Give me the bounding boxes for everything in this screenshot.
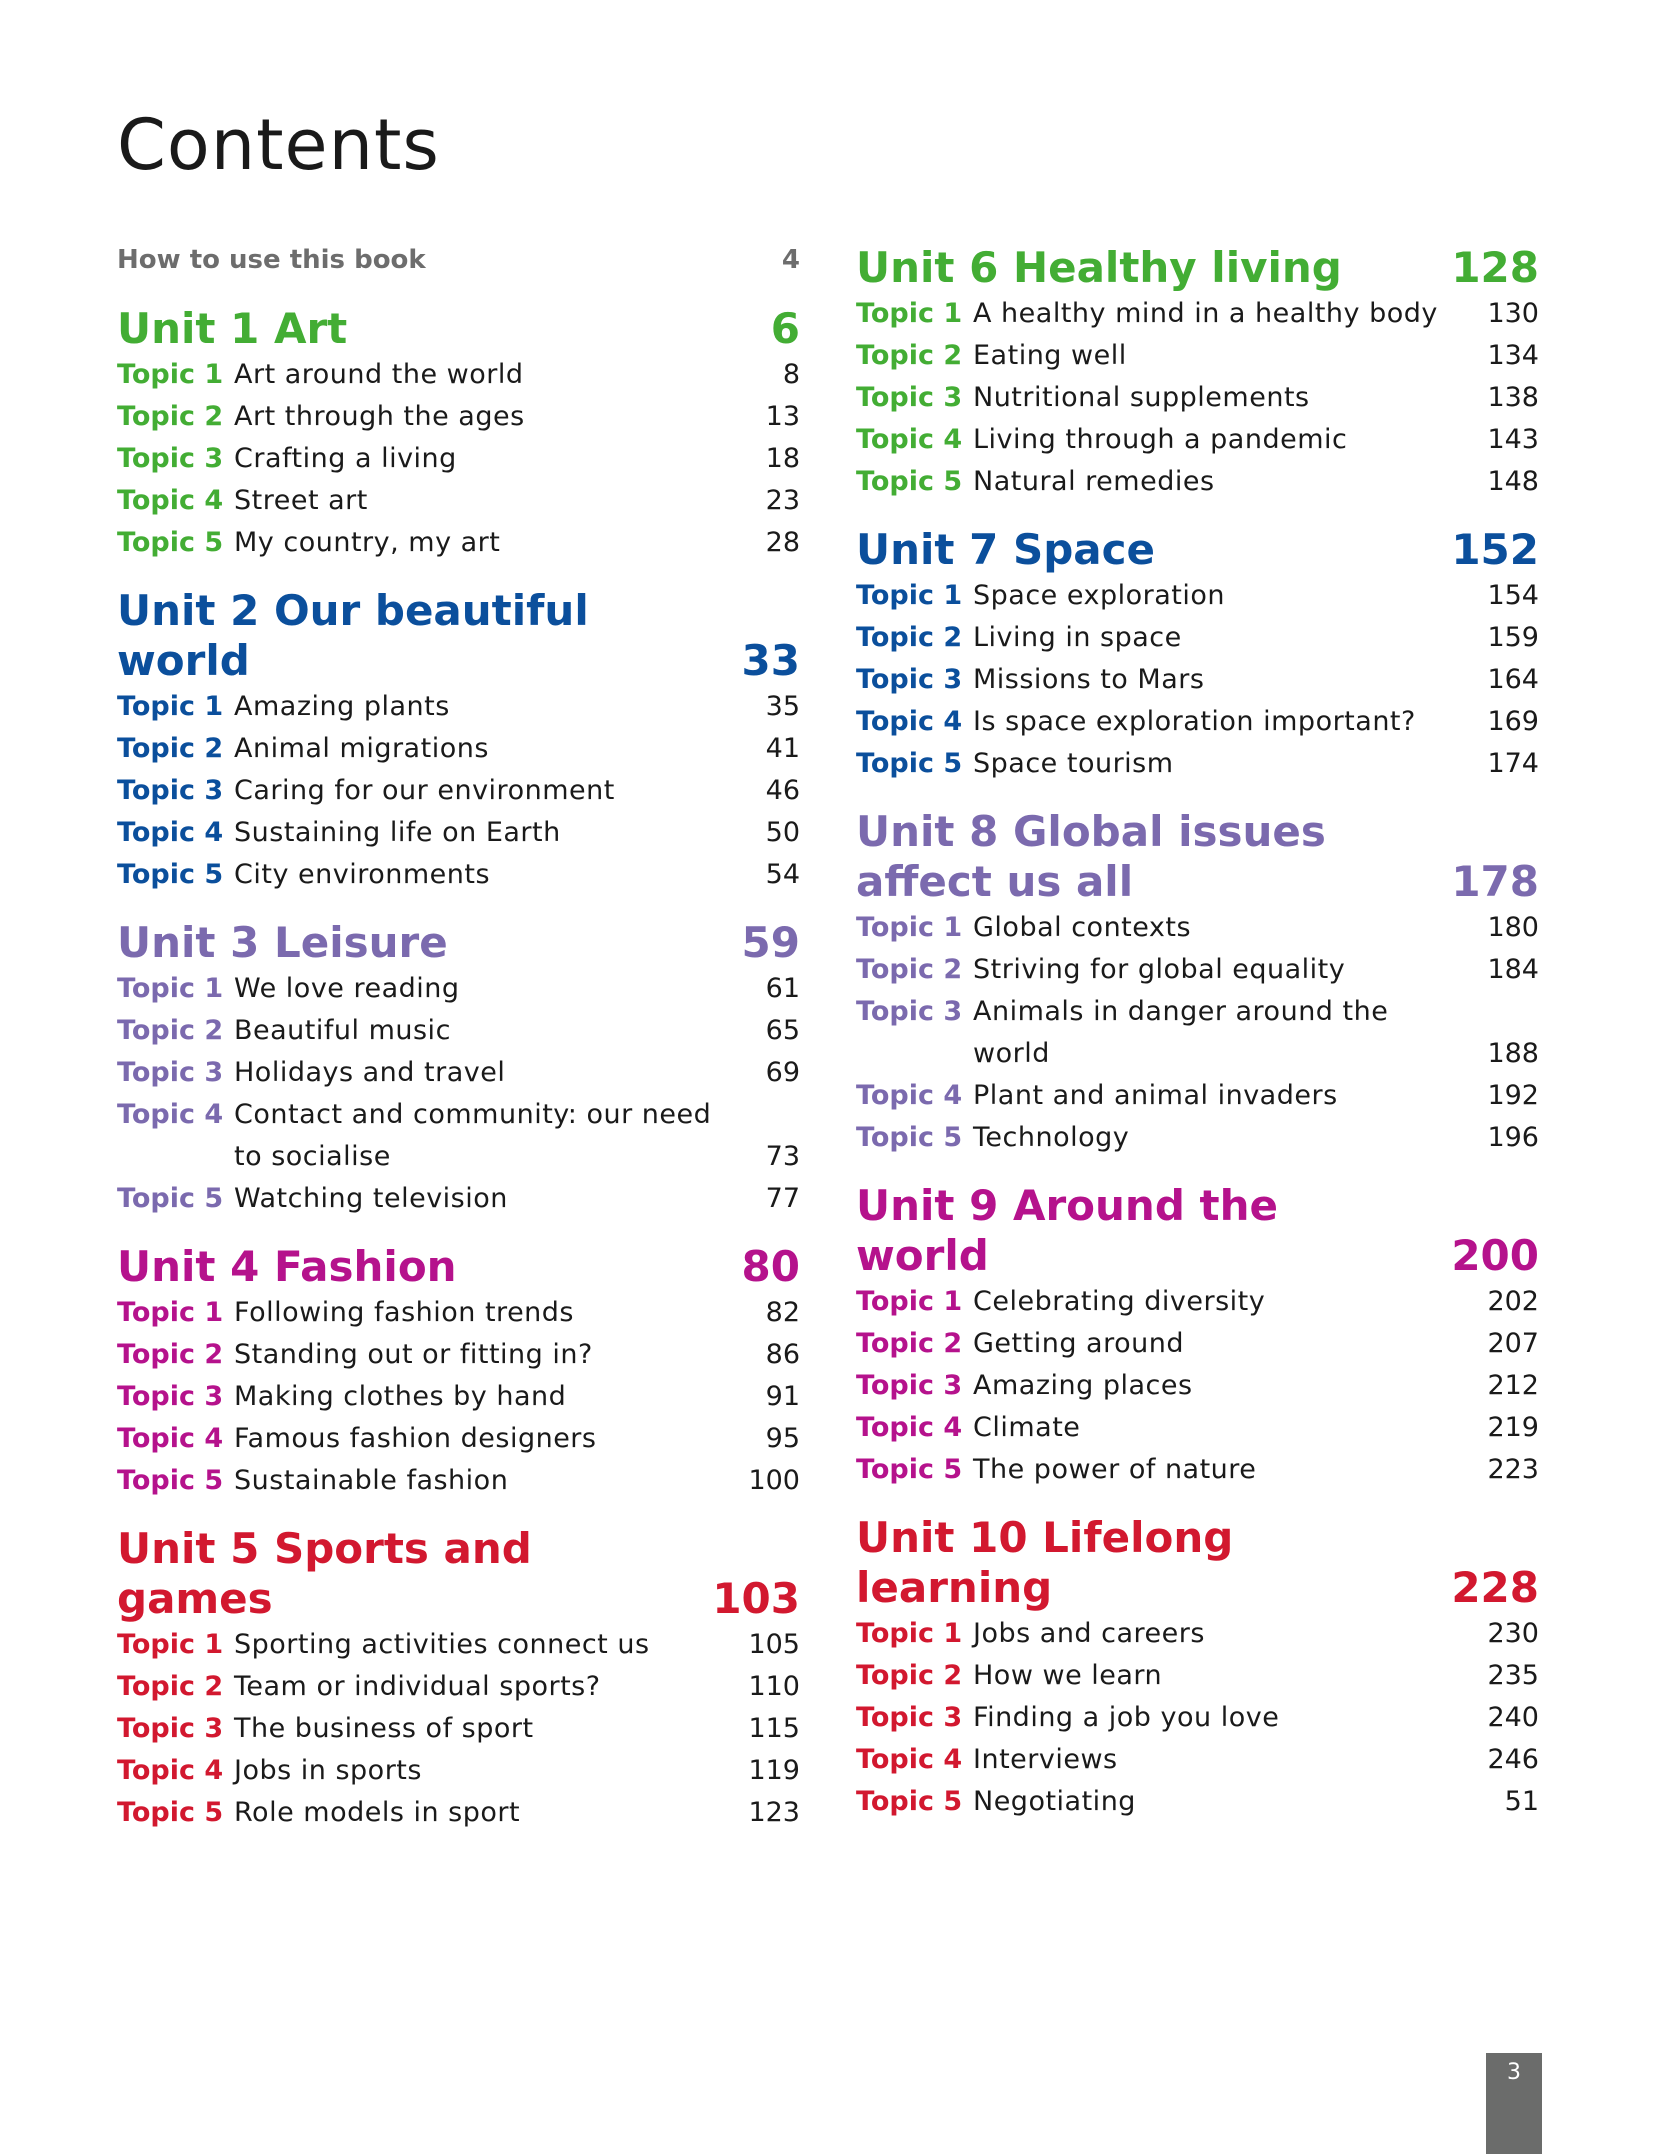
- topic-title: Living through a pandemic: [973, 424, 1348, 455]
- topic-label: Topic 5: [117, 1465, 224, 1496]
- topic-page: 61: [765, 973, 800, 1004]
- topic-title: Making clothes by hand: [234, 1381, 567, 1412]
- topic-entry[interactable]: [856, 1449, 1539, 1491]
- topic-page: 119: [748, 1755, 800, 1786]
- topic-label: Topic 2: [856, 1660, 963, 1691]
- topic-label: Topic 3: [856, 1702, 963, 1733]
- topic-page: 23: [765, 485, 800, 516]
- topic-label: Topic 2: [117, 1015, 224, 1046]
- topic-page: 95: [765, 1423, 800, 1454]
- unit-page: 103: [712, 1574, 800, 1623]
- topic-label: Topic 3: [856, 996, 963, 1027]
- topic-label: Topic 5: [856, 748, 963, 779]
- topic-title: Plant and animal invaders: [973, 1080, 1338, 1111]
- unit-3-section: [117, 918, 800, 1220]
- topic-entry[interactable]: [117, 1750, 800, 1792]
- topic-page: 100: [748, 1465, 800, 1496]
- topic-page: 138: [1487, 382, 1539, 413]
- topic-title: Holidays and travel: [234, 1057, 506, 1088]
- topic-entry[interactable]: [117, 770, 800, 812]
- topic-page: 134: [1487, 340, 1539, 371]
- topic-page: 115: [748, 1713, 800, 1744]
- unit-page: 178: [1451, 857, 1539, 906]
- topic-page: 148: [1487, 466, 1539, 497]
- unit-8-section: [856, 807, 1539, 1159]
- unit-heading[interactable]: [856, 243, 1539, 293]
- topic-title: Living in space: [973, 622, 1182, 653]
- topic-entry[interactable]: [856, 617, 1539, 659]
- unit-2-section: [117, 586, 800, 896]
- unit-title: Unit 7 Space: [856, 525, 1155, 574]
- topic-entry[interactable]: [117, 854, 800, 896]
- topic-title: Climate: [973, 1412, 1081, 1443]
- topic-title: Getting around: [973, 1328, 1184, 1359]
- topic-label: Topic 1: [117, 973, 224, 1004]
- topic-page: 154: [1487, 580, 1539, 611]
- topic-title: Nutritional supplements: [973, 382, 1310, 413]
- topic-page: 8: [782, 359, 800, 390]
- topic-title: We love reading: [234, 973, 460, 1004]
- unit-page: 228: [1451, 1563, 1539, 1612]
- unit-page: 59: [741, 918, 800, 967]
- topic-title: Space exploration: [973, 580, 1226, 611]
- topic-page: 41: [765, 733, 800, 764]
- topic-label: Topic 4: [117, 485, 224, 516]
- unit-5-section: [117, 1524, 800, 1834]
- topic-label: Topic 5: [117, 1797, 224, 1828]
- topic-label: Topic 5: [117, 527, 224, 558]
- topic-entry[interactable]: [856, 907, 1539, 949]
- unit-9-section: [856, 1181, 1539, 1491]
- topic-page: 196: [1487, 1122, 1539, 1153]
- topic-label: Topic 4: [856, 706, 963, 737]
- unit-page: 80: [741, 1242, 800, 1291]
- topic-page: 65: [765, 1015, 800, 1046]
- topic-title: The business of sport: [234, 1713, 534, 1744]
- topic-page: 174: [1487, 748, 1539, 779]
- topic-title: Negotiating: [973, 1786, 1136, 1817]
- page-number: 3: [1507, 2060, 1521, 2085]
- topic-title: Celebrating diversity: [973, 1286, 1266, 1317]
- topic-page: 159: [1487, 622, 1539, 653]
- topic-entry[interactable]: [117, 686, 800, 728]
- unit-heading[interactable]: [117, 918, 800, 968]
- topic-entry[interactable]: [117, 1376, 800, 1418]
- topic-page: 230: [1487, 1618, 1539, 1649]
- topic-entry[interactable]: [117, 1460, 800, 1502]
- unit-heading[interactable]: [856, 525, 1539, 575]
- topic-label: Topic 2: [117, 1671, 224, 1702]
- topic-entry[interactable]: [856, 1323, 1539, 1365]
- topic-title: A healthy mind in a healthy body: [973, 298, 1438, 329]
- unit-heading[interactable]: [856, 1513, 1539, 1613]
- topic-label: Topic 5: [856, 1454, 963, 1485]
- topic-page: 110: [748, 1671, 800, 1702]
- topic-entry[interactable]: [856, 461, 1539, 503]
- topic-entry[interactable]: [117, 1624, 800, 1666]
- topic-entry[interactable]: [117, 1418, 800, 1460]
- topic-label: Topic 4: [117, 1423, 224, 1454]
- topic-entry[interactable]: [856, 1613, 1539, 1655]
- topic-label: Topic 4: [856, 1412, 963, 1443]
- topic-page: 180: [1487, 912, 1539, 943]
- topic-title: Beautiful music: [234, 1015, 451, 1046]
- unit-title: Unit 3 Leisure: [117, 918, 448, 967]
- topic-title: Standing out or fitting in?: [234, 1339, 593, 1370]
- topic-page: 82: [765, 1297, 800, 1328]
- unit-10-section: [856, 1513, 1539, 1823]
- topic-page: 240: [1487, 1702, 1539, 1733]
- topic-entry[interactable]: [856, 659, 1539, 701]
- topic-entry[interactable]: [117, 1334, 800, 1376]
- unit-heading[interactable]: [117, 304, 800, 354]
- topic-title: Technology: [973, 1122, 1130, 1153]
- unit-title: Unit 8 Global issues affect us all: [856, 807, 1326, 906]
- topic-title: Finding a job you love: [973, 1702, 1280, 1733]
- topic-page: 77: [765, 1183, 800, 1214]
- unit-1-section: [117, 304, 800, 564]
- topic-entry[interactable]: [856, 1781, 1539, 1823]
- topic-label: Topic 4: [117, 817, 224, 848]
- topic-label: Topic 4: [856, 1080, 963, 1111]
- topic-page: 192: [1487, 1080, 1539, 1111]
- topic-entry[interactable]: [117, 1052, 800, 1094]
- topic-title: Watching television: [234, 1183, 508, 1214]
- topic-page: 223: [1487, 1454, 1539, 1485]
- topic-title: Jobs and careers: [973, 1618, 1205, 1649]
- topic-entry[interactable]: [117, 480, 800, 522]
- topic-label: Topic 4: [856, 424, 963, 455]
- unit-title: Unit 2 Our beautiful world: [117, 586, 589, 685]
- topic-page: 54: [765, 859, 800, 890]
- topic-title: Natural remedies: [973, 466, 1215, 497]
- topic-entry[interactable]: [856, 1075, 1539, 1117]
- topic-label: Topic 5: [856, 1786, 963, 1817]
- topic-entry[interactable]: [856, 1117, 1539, 1159]
- topic-page: 50: [765, 817, 800, 848]
- unit-title: Unit 9 Around the world: [856, 1181, 1278, 1280]
- topic-page: 184: [1487, 954, 1539, 985]
- topic-entry[interactable]: [856, 1655, 1539, 1697]
- page-number-tab: [1486, 2053, 1542, 2154]
- topic-entry[interactable]: [856, 1407, 1539, 1449]
- unit-page: 33: [741, 636, 800, 685]
- unit-title: Unit 10 Lifelong learning: [856, 1513, 1234, 1612]
- topic-title: Striving for global equality: [973, 954, 1346, 985]
- topic-page: 69: [765, 1057, 800, 1088]
- unit-page: 6: [770, 304, 800, 353]
- topic-title: Animal migrations: [234, 733, 489, 764]
- topic-label: Topic 3: [117, 775, 224, 806]
- topic-title: Following fashion trends: [234, 1297, 574, 1328]
- topic-page: 169: [1487, 706, 1539, 737]
- topic-title: City environments: [234, 859, 491, 890]
- topic-label: Topic 1: [117, 691, 224, 722]
- topic-label: Topic 1: [856, 580, 963, 611]
- topic-label: Topic 3: [117, 443, 224, 474]
- topic-entry[interactable]: [117, 1010, 800, 1052]
- topic-label: Topic 4: [856, 1744, 963, 1775]
- topic-entry[interactable]: [117, 1292, 800, 1334]
- topic-entry[interactable]: [856, 377, 1539, 419]
- topic-title: Global contexts: [973, 912, 1192, 943]
- topic-page: 123: [748, 1797, 800, 1828]
- topic-title: Role models in sport: [234, 1797, 521, 1828]
- topic-page: 91: [765, 1381, 800, 1412]
- topic-page: 130: [1487, 298, 1539, 329]
- how-to-use-entry[interactable]: [117, 240, 800, 280]
- topic-entry[interactable]: [856, 419, 1539, 461]
- topic-label: Topic 5: [856, 1122, 963, 1153]
- topic-page: 35: [765, 691, 800, 722]
- topic-label: Topic 2: [856, 340, 963, 371]
- topic-entry[interactable]: [117, 1666, 800, 1708]
- topic-page: 235: [1487, 1660, 1539, 1691]
- topic-entry[interactable]: [856, 1697, 1539, 1739]
- topic-label: Topic 2: [856, 622, 963, 653]
- topic-title: Sporting activities connect us: [234, 1629, 650, 1660]
- topic-title: Contact and community: our need to socialise: [234, 1099, 712, 1172]
- topic-title: Is space exploration important?: [973, 706, 1416, 737]
- page-title: Contents: [117, 104, 440, 186]
- topic-label: Topic 5: [117, 1183, 224, 1214]
- topic-title: Interviews: [973, 1744, 1118, 1775]
- topic-entry[interactable]: [117, 438, 800, 480]
- unit-6-section: [856, 243, 1539, 503]
- topic-title: Space tourism: [973, 748, 1174, 779]
- unit-4-section: [117, 1242, 800, 1502]
- topic-label: Topic 2: [117, 401, 224, 432]
- topic-entry[interactable]: [856, 991, 1539, 1075]
- unit-title: Unit 1 Art: [117, 304, 348, 353]
- topic-entry[interactable]: [117, 1708, 800, 1750]
- topic-page: 73: [765, 1141, 800, 1172]
- topic-entry[interactable]: [117, 812, 800, 854]
- topic-label: Topic 2: [117, 733, 224, 764]
- topic-title: Art through the ages: [234, 401, 525, 432]
- topic-page: 18: [765, 443, 800, 474]
- topic-label: Topic 4: [117, 1099, 224, 1130]
- topic-label: Topic 3: [856, 382, 963, 413]
- topic-label: Topic 5: [856, 466, 963, 497]
- unit-title: Unit 4 Fashion: [117, 1242, 457, 1291]
- topic-title: Crafting a living: [234, 443, 457, 474]
- topic-label: Topic 3: [117, 1381, 224, 1412]
- topic-title: Missions to Mars: [973, 664, 1205, 695]
- topic-page: 28: [765, 527, 800, 558]
- topic-entry[interactable]: [117, 1792, 800, 1834]
- topic-label: Topic 4: [117, 1755, 224, 1786]
- topic-label: Topic 5: [117, 859, 224, 890]
- topic-title: My country, my art: [234, 527, 501, 558]
- topic-page: 46: [765, 775, 800, 806]
- topic-label: Topic 2: [856, 954, 963, 985]
- topic-entry[interactable]: [117, 728, 800, 770]
- topic-page: 207: [1487, 1328, 1539, 1359]
- topic-entry[interactable]: [856, 743, 1539, 785]
- unit-heading[interactable]: [856, 1181, 1539, 1281]
- topic-page: 143: [1487, 424, 1539, 455]
- topic-label: Topic 1: [117, 1297, 224, 1328]
- topic-label: Topic 2: [856, 1328, 963, 1359]
- topic-page: 219: [1487, 1412, 1539, 1443]
- topic-label: Topic 1: [856, 1286, 963, 1317]
- topic-entry[interactable]: [117, 1094, 800, 1178]
- topic-title: Caring for our environment: [234, 775, 615, 806]
- topic-entry[interactable]: [856, 293, 1539, 335]
- unit-heading[interactable]: [856, 807, 1539, 907]
- topic-entry[interactable]: [856, 1739, 1539, 1781]
- topic-title: Animals in danger around the world: [973, 996, 1389, 1069]
- unit-page: 200: [1451, 1231, 1539, 1280]
- topic-page: 246: [1487, 1744, 1539, 1775]
- topic-title: Sustainable fashion: [234, 1465, 509, 1496]
- topic-label: Topic 2: [117, 1339, 224, 1370]
- topic-entry[interactable]: [856, 1365, 1539, 1407]
- topic-page: 202: [1487, 1286, 1539, 1317]
- topic-label: Topic 1: [117, 359, 224, 390]
- topic-title: Sustaining life on Earth: [234, 817, 561, 848]
- topic-label: Topic 3: [117, 1713, 224, 1744]
- topic-page: 105: [748, 1629, 800, 1660]
- topic-label: Topic 1: [856, 298, 963, 329]
- topic-label: Topic 1: [856, 912, 963, 943]
- topic-page: 51: [1504, 1786, 1539, 1817]
- contents-right-column: [856, 243, 1539, 1845]
- unit-title: Unit 5 Sports and games: [117, 1524, 532, 1623]
- topic-title: Amazing places: [973, 1370, 1193, 1401]
- topic-entry[interactable]: [117, 968, 800, 1010]
- topic-title: Eating well: [973, 340, 1127, 371]
- topic-page: 164: [1487, 664, 1539, 695]
- topic-page: 13: [765, 401, 800, 432]
- unit-7-section: [856, 525, 1539, 785]
- topic-title: How we learn: [973, 1660, 1163, 1691]
- topic-label: Topic 3: [856, 1370, 963, 1401]
- how-to-use-page: 4: [781, 245, 800, 275]
- topic-entry[interactable]: [856, 335, 1539, 377]
- topic-entry[interactable]: [117, 522, 800, 564]
- topic-page: 86: [765, 1339, 800, 1370]
- topic-entry[interactable]: [117, 1178, 800, 1220]
- unit-heading[interactable]: [117, 1242, 800, 1292]
- topic-title: Famous fashion designers: [234, 1423, 597, 1454]
- how-to-use-label: How to use this book: [117, 245, 426, 275]
- topic-title: Team or individual sports?: [234, 1671, 601, 1702]
- topic-label: Topic 3: [856, 664, 963, 695]
- topic-entry[interactable]: [117, 354, 800, 396]
- topic-title: Art around the world: [234, 359, 524, 390]
- unit-title: Unit 6 Healthy living: [856, 243, 1342, 292]
- unit-page: 152: [1451, 525, 1539, 574]
- topic-entry[interactable]: [856, 949, 1539, 991]
- topic-page: 188: [1487, 1038, 1539, 1069]
- topic-title: Street art: [234, 485, 368, 516]
- unit-heading[interactable]: [117, 586, 800, 686]
- topic-entry[interactable]: [856, 701, 1539, 743]
- topic-label: Topic 1: [117, 1629, 224, 1660]
- topic-label: Topic 3: [117, 1057, 224, 1088]
- topic-title: Amazing plants: [234, 691, 450, 722]
- topic-title: The power of nature: [973, 1454, 1257, 1485]
- contents-left-column: [117, 240, 800, 1856]
- topic-entry[interactable]: [856, 575, 1539, 617]
- unit-heading[interactable]: [117, 1524, 800, 1624]
- topic-entry[interactable]: [856, 1281, 1539, 1323]
- topic-title: Jobs in sports: [234, 1755, 422, 1786]
- topic-entry[interactable]: [117, 396, 800, 438]
- unit-page: 128: [1451, 243, 1539, 292]
- topic-label: Topic 1: [856, 1618, 963, 1649]
- topic-page: 212: [1487, 1370, 1539, 1401]
